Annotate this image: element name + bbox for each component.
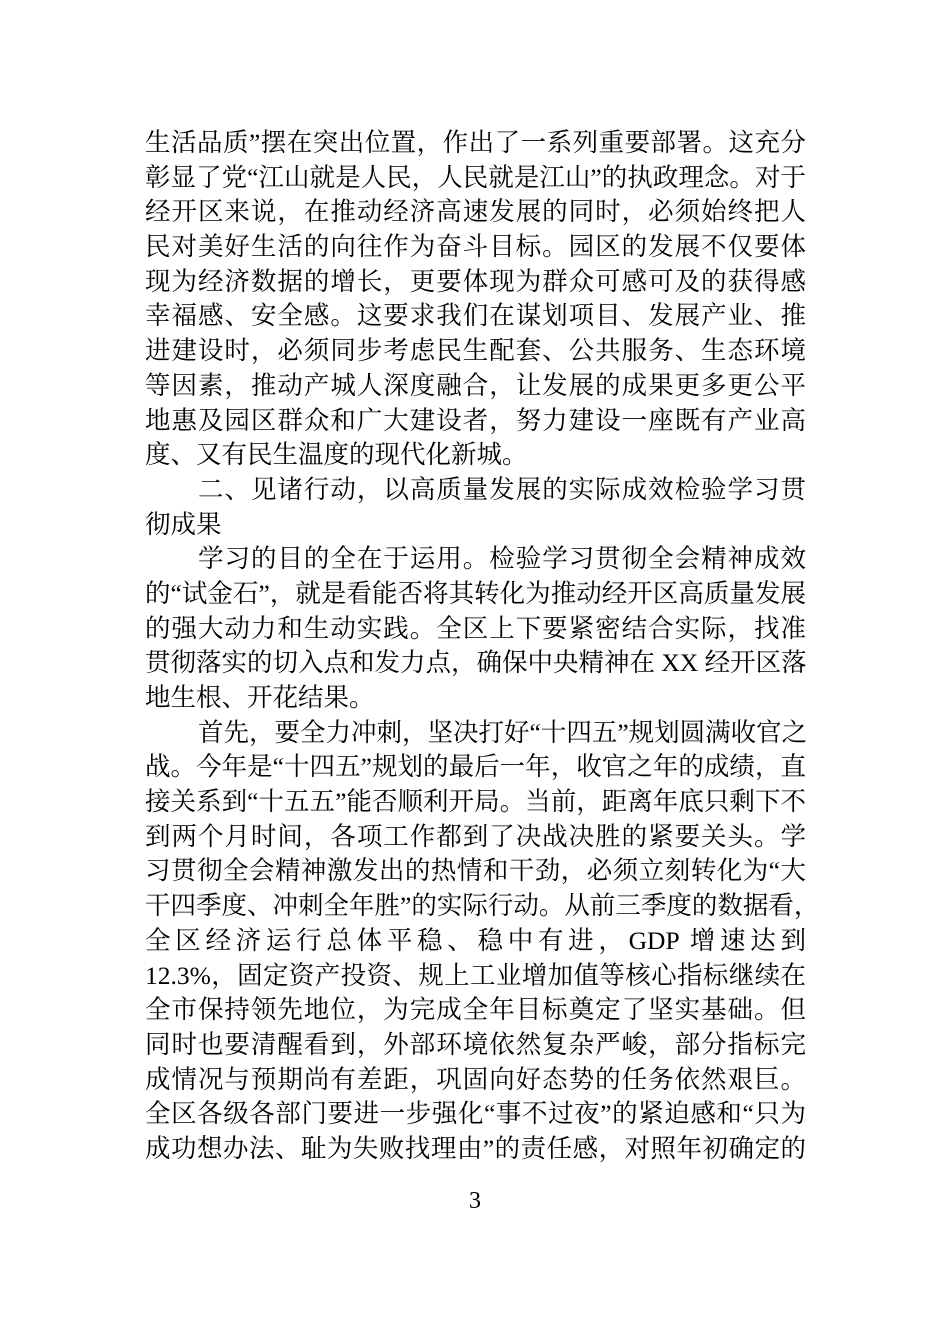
text-line: 全区经济运行总体平稳、稳中有进，GDP 增速达到 <box>145 925 806 955</box>
text-line: 地生根、开花结果。 <box>145 683 375 712</box>
text-line: 的“试金石”，就是看能否将其转化为推动经开区高质量发展 <box>145 578 806 608</box>
paragraph <box>145 716 820 1167</box>
section-heading <box>145 473 806 542</box>
text-line: 等因素，推动产城人深度融合，让发展的成果更多更公平 <box>145 370 806 400</box>
text-line: 到两个月时间，各项工作都到了决战决胜的紧要关头。学 <box>145 821 806 851</box>
text-line: 进建设时，必须同步考虑民生配套、公共服务、生态环境 <box>145 336 806 366</box>
text-line: 贯彻落实的切入点和发力点，确保中央精神在 XX 经开区落 <box>145 648 807 678</box>
text-line: 成功想办法、耻为失败找理由”的责任感，对照年初确定的 <box>145 1133 806 1163</box>
text-line: 12.3%，固定资产投资、规上工业增加值等核心指标继续在 <box>145 960 806 990</box>
text-line: 二、见诸行动，以高质量发展的实际成效检验学习贯 <box>198 474 806 504</box>
paragraph <box>145 542 806 715</box>
page-number: 3 <box>469 1188 481 1214</box>
text-line: 经开区来说，在推动经济高速发展的同时，必须始终把人 <box>145 197 806 227</box>
text-line: 战。今年是“十四五”规划的最后一年，收官之年的成绩，直 <box>145 752 806 782</box>
paragraph <box>145 126 806 473</box>
text-line: 民对美好生活的向往作为奋斗目标。园区的发展不仅要体 <box>145 232 806 262</box>
text-line: 同时也要清醒看到，外部环境依然复杂严峻，部分指标完 <box>145 1029 806 1059</box>
text-line: 全区各级各部门要进一步强化“事不过夜”的紧迫感和“只为 <box>145 1099 806 1129</box>
text-line: 地惠及园区群众和广大建设者，努力建设一座既有产业高 <box>145 405 806 435</box>
text-line: 的强大动力和生动实践。全区上下要紧密结合实际，找准 <box>145 613 806 643</box>
text-line: 彻成果 <box>145 509 222 539</box>
text-line: 全市保持领先地位，为完成全年目标奠定了坚实基础。但 <box>145 995 806 1025</box>
text-line: 接关系到“十五五”能否顺利开局。当前，距离年底只剩下不 <box>145 787 806 817</box>
text-line: 习贯彻全会精神激发出的热情和干劲，必须立刻转化为“大 <box>145 856 806 886</box>
text-line: 首先，要全力冲刺，坚决打好“十四五”规划圆满收官之 <box>198 717 808 747</box>
text-line: 彰显了党“江山就是人民，人民就是江山”的执政理念。对于 <box>145 162 806 192</box>
text-line: 学习的目的全在于运用。检验学习贯彻全会精神成效 <box>198 544 806 574</box>
text-line: 成情况与预期尚有差距，巩固向好态势的任务依然艰巨。 <box>145 1064 806 1094</box>
text-line: 幸福感、安全感。这要求我们在谋划项目、发展产业、推 <box>145 301 806 331</box>
text-line: 干四季度、冲刺全年胜”的实际行动。从前三季度的数据看， <box>145 891 820 921</box>
text-line: 度、又有民生温度的现代化新城。 <box>145 440 528 470</box>
text-line: 生活品质”摆在突出位置，作出了一系列重要部署。这充分 <box>145 128 806 157</box>
document-page <box>145 126 820 1167</box>
text-line: 现为经济数据的增长，更要体现为群众可感可及的获得感 <box>145 266 806 296</box>
